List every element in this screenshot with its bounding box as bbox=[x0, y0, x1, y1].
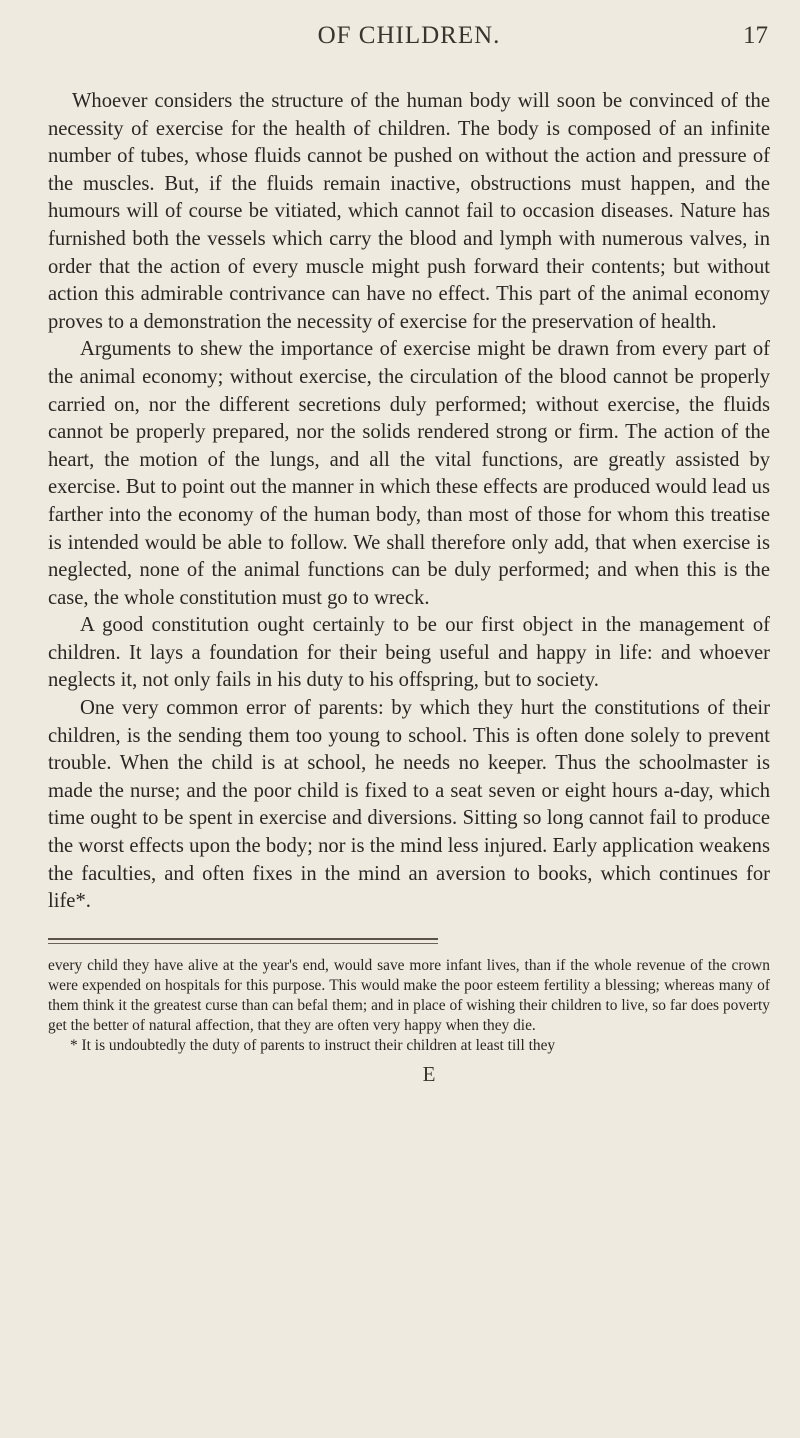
paragraph-school-error: One very common error of parents: by which they hurt the constitutions of their children, is the sending them too young to school. This is often done solely to prevent trouble. When the child is at school, he needs no keeper. Thus the schoolmaster is made the nurse; and the poor child is fixed to a seat seven or eight hours a-day, which time ought to be spent in exercise and diversions. Sitting so long cannot fail to produce the worst effects upon the body; nor is the mind less injured. Early application weakens the faculties, and often fixes in the mind an aversion to books, which continues for life*. bbox=[48, 697, 770, 913]
running-head: OF CHILDREN. bbox=[317, 22, 501, 49]
paragraph-exercise-arguments: Arguments to shew the importance of exercise might be drawn from every part of the animal economy; without exercise, the circulation of the blood cannot be properly carried on, nor the different secretions duly performed; without exercise, the fluids cannot be properly prepared, nor the solids rendered strong or firm. The action of the heart, the motion of the lungs, and all the vital functions, are greatly assisted by exercise. But to point out the manner in which these effects are produced would lead us farther into the economy of the human body, than most of those for whom this treatise is intended would be able to follow. We shall therefore only add, that when exercise is neglected, none of the animal functions can be duly performed; and when this is the case, the whole constitution must go to wreck. bbox=[48, 338, 770, 609]
page-number: 17 bbox=[743, 22, 768, 49]
footnote-rule-thin bbox=[48, 943, 438, 944]
body-text bbox=[48, 88, 770, 916]
book-page bbox=[48, 22, 770, 1422]
paragraph-good-constitution: A good constitution ought certainly to be our first object in the management of children. It lays a foundation for their being useful and happy in life: and whoever neglects it, not only fails in his duty to his offspring, but to society. bbox=[48, 614, 770, 692]
paragraph-exercise-structure: Whoever considers the structure of the human body will soon be convinced of the necessity of exercise for the health of children. The body is composed of an infinite number of tubes, whose fluids cannot be pushed on without the action and pressure of the muscles. But, if the fluids remain inactive, obstructions must happen, and the humours will of course be vitiated, which cannot fail to occasion diseases. Nature has furnished both the vessels which carry the blood and lymph with numerous valves, in order that the action of every muscle might push forward their contents; but without action this admirable contrivance can have no effect. This part of the animal economy proves to a demonstration the necessity of exercise for the preservation of health. bbox=[48, 90, 770, 333]
signature-mark: E bbox=[422, 1061, 436, 1086]
footnote-rule bbox=[48, 938, 438, 940]
footnotes bbox=[48, 956, 770, 1056]
page-header bbox=[48, 22, 770, 64]
footnote-continued: every child they have alive at the year's end, would save more infant lives, than if the whole revenue of the crown were expended on hospitals for this purpose. This would make the poor esteem fertility a blessing; whereas many of them think it the greatest curse than can befal them; and in place of wishing their children to live, so far does poverty get the better of natural affection, that they are often very happy when they die. bbox=[48, 956, 770, 1034]
footnote-asterisk: * It is undoubtedly the duty of parents to instruct their children at least till they bbox=[70, 1036, 556, 1054]
